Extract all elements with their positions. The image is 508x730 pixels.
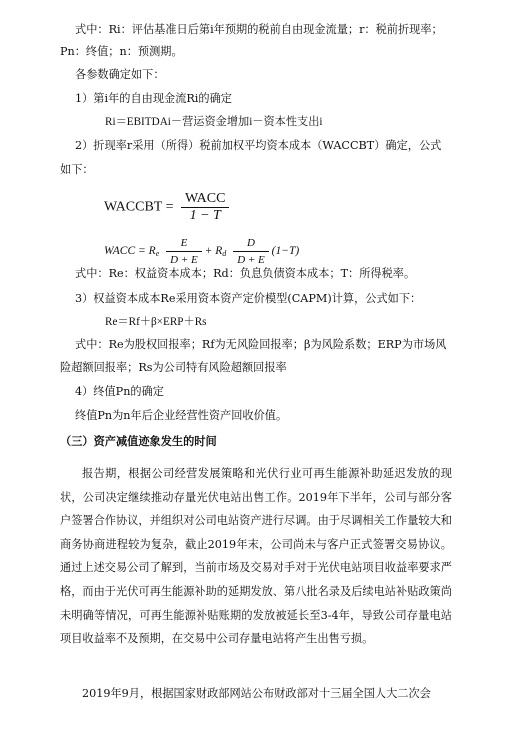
- wacc-frac2-den: D + E: [237, 254, 265, 266]
- wacc-tail: (1−T): [271, 245, 300, 258]
- text-line-6: 2）折现率r采用（所得）税前加权平均资本成本（WACCBT）确定，公式: [75, 139, 442, 152]
- waccbt-lhs: WACCBT =: [104, 199, 174, 215]
- paragraph-2: 2019年9月，根据国家财政部网站公布财政部对十三届全国人大二次会: [82, 687, 431, 700]
- wacc-formula: [104, 235, 299, 268]
- text-line-9: 3）权益资本成本Re采用资本资产定价模型(CAPM)计算，公式如下：: [75, 292, 422, 305]
- text-line-14: 终值Pn为n年后企业经营性资产回收价值。: [75, 409, 288, 422]
- paragraph-1: 报告期，根据公司经营发展策略和光伏行业可再生能源补助延迟发放的现状，公司决定继续推动存量光伏电站出售工作。2019年下半年，公司与部分客户签署合作协议，并组织对公司电站资产进行尽调。由于尽调相关工作量较大和商务协商进程较为复杂，截止2019年末，公司尚未与客户正式签署交易协议。通过上述交易公司了解到，当前市场及交易对手对于光伏电站项目收益率要求严格，而由于光伏可再生能源补助的延期发放、第八批名录及后续电站补贴政策尚未明确等情况，可再生能源补贴账期的发放被延长至3-4年，导致公司存量电站项目收益率不及预期，在交易中公司存量电站将产生出售亏损。: [60, 467, 452, 646]
- text-line-13: 4）终值Pn的确定: [75, 385, 164, 398]
- wacc-frac2-num: D: [247, 237, 255, 249]
- wacc-plus: + R: [204, 245, 223, 258]
- capm-formula: Re＝Rf＋β×ERP＋Rs: [105, 316, 207, 328]
- wacc-sub-d: d: [222, 249, 227, 259]
- text-line-8: 式中：Re：权益资本成本；Rd：负息负债资本成本；T：所得税率。: [75, 267, 416, 280]
- wacc-frac1-den: D + E: [170, 254, 198, 266]
- waccbt-fraction: [181, 191, 229, 224]
- waccbt-formula: [104, 191, 229, 224]
- text-line-4: 1）第i年的自由现金流Ri的确定: [75, 92, 232, 105]
- text-line-1: 式中：Ri：评估基准日后第i年预期的税前自由现金流量；r：税前折现率；: [75, 23, 443, 36]
- waccbt-numerator: WACC: [184, 191, 226, 206]
- text-line-7: 如下：: [60, 163, 94, 176]
- text-line-2: Pn：终值；n：预测期。: [60, 45, 183, 58]
- wacc-fraction-2: [233, 235, 269, 268]
- wacc-lhs: WACC = R: [104, 245, 156, 258]
- fcf-formula: Ri＝EBITDAi－营运资金增加i－资本性支出i: [105, 116, 323, 128]
- text-line-11: 式中：Re为股权回报率；Rf为无风险回报率；β为风险系数；ERP为市场风: [75, 338, 447, 351]
- wacc-frac1-num: E: [180, 237, 188, 249]
- text-line-3: 各参数确定如下：: [75, 68, 165, 81]
- wacc-sub-e: e: [155, 249, 160, 259]
- section-heading: （三）资产减值迹象发生的时间: [60, 434, 217, 448]
- wacc-fraction-1: [166, 235, 202, 268]
- text-line-12: 险超额回报率；Rs为公司特有风险超额回报率: [60, 361, 287, 374]
- waccbt-denominator: 1 − T: [189, 208, 221, 223]
